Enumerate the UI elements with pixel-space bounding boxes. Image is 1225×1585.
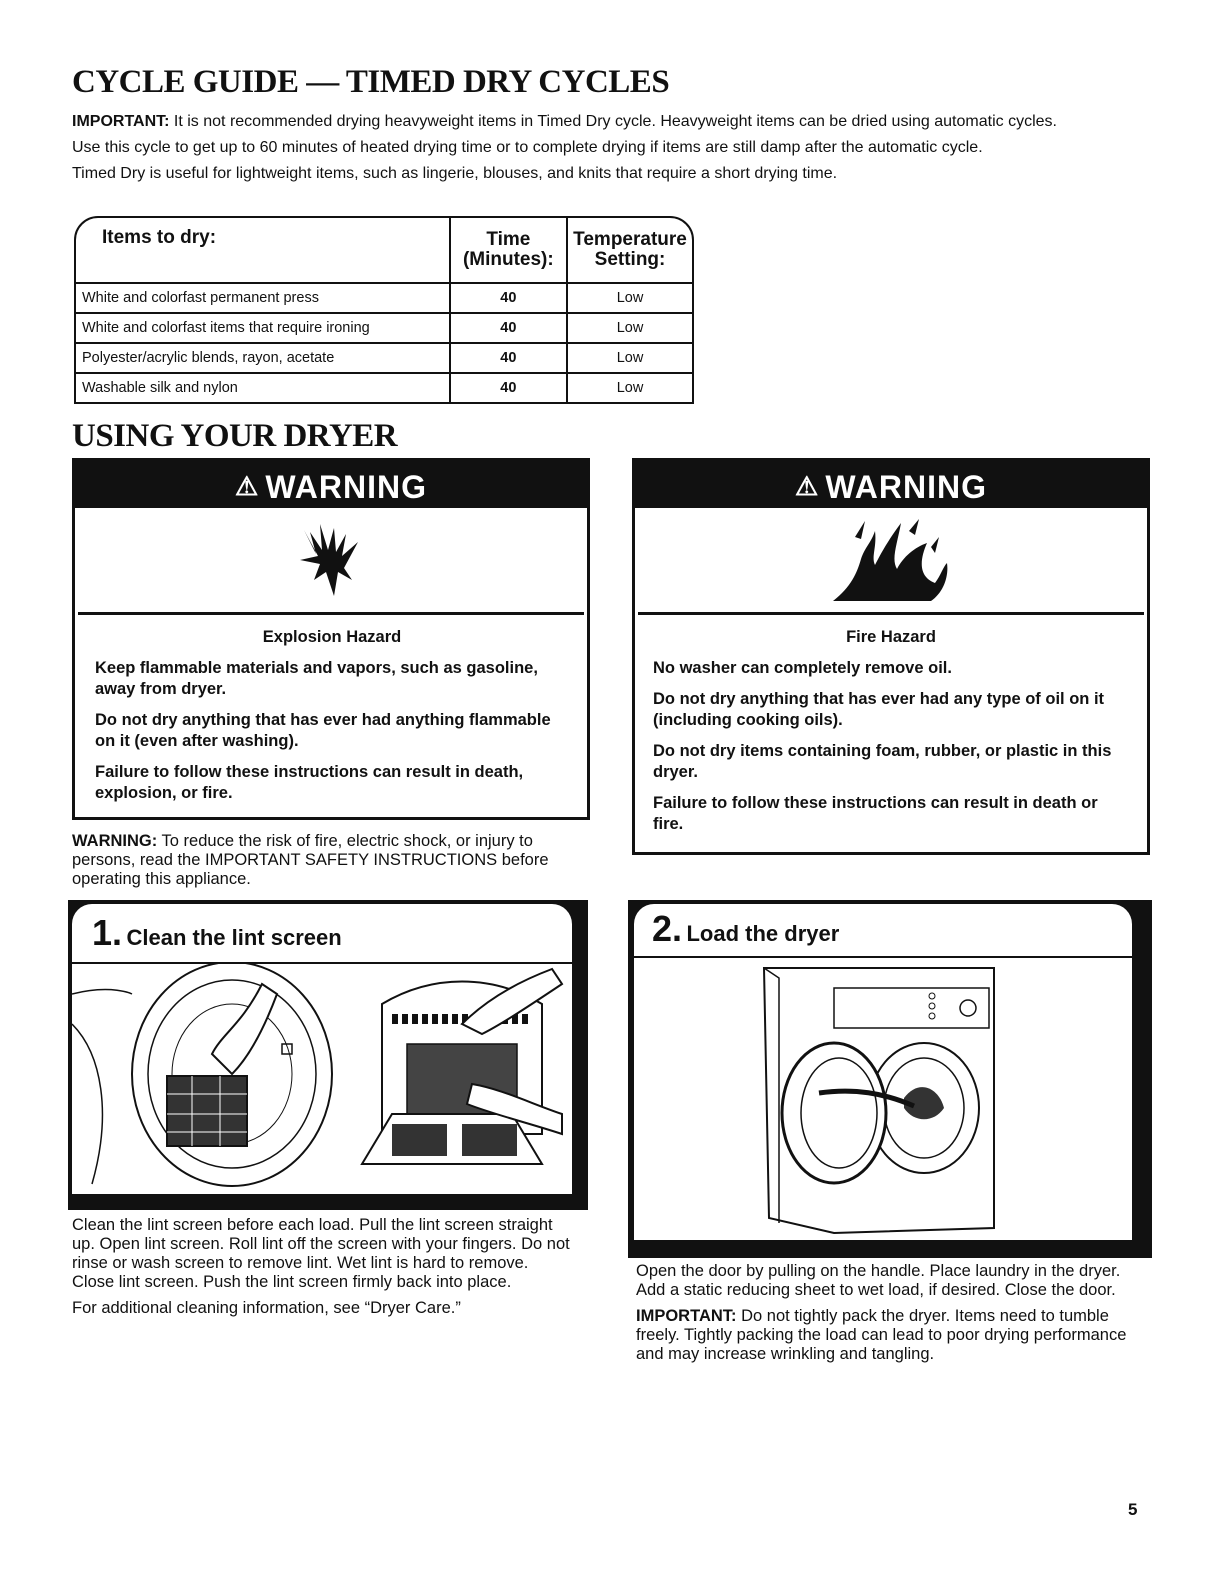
table-row — [76, 343, 692, 373]
warning-line: No washer can completely remove oil. — [653, 659, 952, 677]
important-note — [72, 112, 1132, 131]
hazard-title: Fire Hazard — [846, 628, 936, 646]
explosion-graphic — [296, 520, 366, 600]
warning-header-label: WARNING — [265, 469, 427, 505]
step-1-paragraph-1: Clean the lint screen before each load. Pull the lint screen straight up. Open lint screen. Roll lint off the screen with your fingers. Do not rinse or wash screen to remove lint. Wet lint is hard to remove. Close lint screen. Push the lint screen firmly back into place. — [72, 1216, 570, 1291]
warning-note-text: To reduce the risk of fire, electric shock, or injury to persons, read the IMPORTANT SAFETY INSTRUCTIONS before operating this appliance. — [72, 832, 549, 888]
step-1-title — [72, 904, 572, 962]
warning-triangle-icon: ⚠ — [795, 471, 820, 501]
item-cell: White and colorfast items that require ironing — [76, 313, 450, 343]
warning-line: Do not dry anything that has ever had any type of oil on it (including cooking oils). — [653, 690, 1105, 729]
step-2-title — [634, 904, 1132, 956]
warning-triangle-icon: ⚠ — [235, 471, 260, 501]
step-1-number: 1. — [92, 912, 123, 953]
item-cell: White and colorfast permanent press — [82, 290, 319, 306]
warning-header-label: WARNING — [825, 469, 987, 505]
step-2-important-note — [636, 1307, 1146, 1364]
lint-screen-illustration — [72, 964, 572, 1194]
header-items: Items to dry: — [76, 218, 450, 283]
warning-line: Failure to follow these instructions can result in death, explosion, or fire. — [95, 763, 524, 802]
intro-paragraph-1: Use this cycle to get up to 60 minutes of heated drying time or to complete drying if items are still damp after the automatic cycle. — [72, 139, 983, 156]
header-temperature — [567, 218, 692, 283]
warning-header — [635, 461, 1147, 508]
item-cell: Washable silk and nylon — [76, 373, 450, 402]
warning-box-fire — [632, 458, 1150, 855]
important-text: It is not recommended drying heavyweight items in Timed Dry cycle. Heavyweight items can be dried using automatic cycles. — [169, 113, 1057, 130]
table-row — [76, 373, 692, 402]
step-2-panel — [628, 900, 1152, 1258]
step-2-number: 2. — [652, 908, 683, 949]
temp-cell: Low — [567, 283, 692, 313]
warning-box-explosion — [72, 458, 590, 820]
lint-screen-drawing — [72, 964, 572, 1194]
step-1-paragraph-2: For additional cleaning information, see “Dryer Care.” — [72, 1299, 461, 1317]
fire-icon — [638, 508, 1144, 615]
warning-line: Keep flammable materials and vapors, such as gasoline, away from dryer. — [95, 659, 538, 698]
warning-header — [75, 461, 587, 508]
table-row — [76, 313, 692, 343]
step-2-important-label: IMPORTANT: — [636, 1307, 737, 1325]
explosion-icon — [78, 508, 584, 615]
load-dryer-illustration — [634, 958, 1132, 1240]
warning-line: Failure to follow these instructions can result in death or fire. — [653, 794, 1098, 833]
step-2-label: Load the dryer — [686, 921, 840, 946]
cycle-guide-intro — [72, 112, 1132, 190]
warning-note — [72, 832, 592, 889]
temp-cell: Low — [567, 373, 692, 402]
table-header-row — [76, 218, 692, 283]
time-cell: 40 — [450, 283, 567, 313]
warning-line: Do not dry anything that has ever had anything flammable on it (even after washing). — [95, 711, 551, 750]
time-cell: 40 — [450, 343, 567, 373]
table-row — [76, 283, 692, 313]
load-dryer-drawing — [634, 958, 1132, 1240]
intro-paragraph-2: Timed Dry is useful for lightweight items, such as lingerie, blouses, and knits that require a short drying time. — [72, 165, 838, 182]
time-cell: 40 — [450, 313, 567, 343]
warning-line: Do not dry items containing foam, rubber, or plastic in this dryer. — [653, 742, 1112, 781]
time-cell: 40 — [450, 373, 567, 402]
temp-cell: Low — [567, 313, 692, 343]
page-number: 5 — [1128, 1500, 1138, 1519]
warning-body — [75, 615, 587, 822]
fire-graphic — [831, 517, 951, 603]
step-1-description — [72, 1216, 572, 1325]
step-2-paragraph-1: Open the door by pulling on the handle. Place laundry in the dryer. Add a static reducing sheet to wet load, if desired. Close the door. — [636, 1262, 1121, 1299]
step-1-panel — [68, 900, 588, 1210]
temp-cell: Low — [567, 343, 692, 373]
warning-note-label: WARNING: — [72, 832, 158, 850]
step-1-label: Clean the lint screen — [126, 925, 342, 950]
hazard-title: Explosion Hazard — [262, 628, 402, 646]
timed-dry-table — [74, 216, 694, 404]
header-time-label: Time (Minutes): — [462, 229, 554, 270]
header-time — [450, 218, 567, 283]
warning-body — [635, 615, 1147, 853]
using-dryer-title: USING YOUR DRYER — [72, 418, 398, 454]
important-label: IMPORTANT: — [72, 113, 170, 130]
step-2-description — [636, 1262, 1146, 1371]
cycle-guide-title: CYCLE GUIDE — TIMED DRY CYCLES — [72, 64, 670, 100]
header-temperature-label: Temperature Setting: — [573, 229, 687, 270]
step-2-important-text: Do not tightly pack the dryer. Items need to tumble freely. Tightly packing the load can lead to poor drying performance and may increase wrinkling and tangling. — [636, 1307, 1127, 1363]
item-cell: Polyester/acrylic blends, rayon, acetate — [76, 343, 450, 373]
